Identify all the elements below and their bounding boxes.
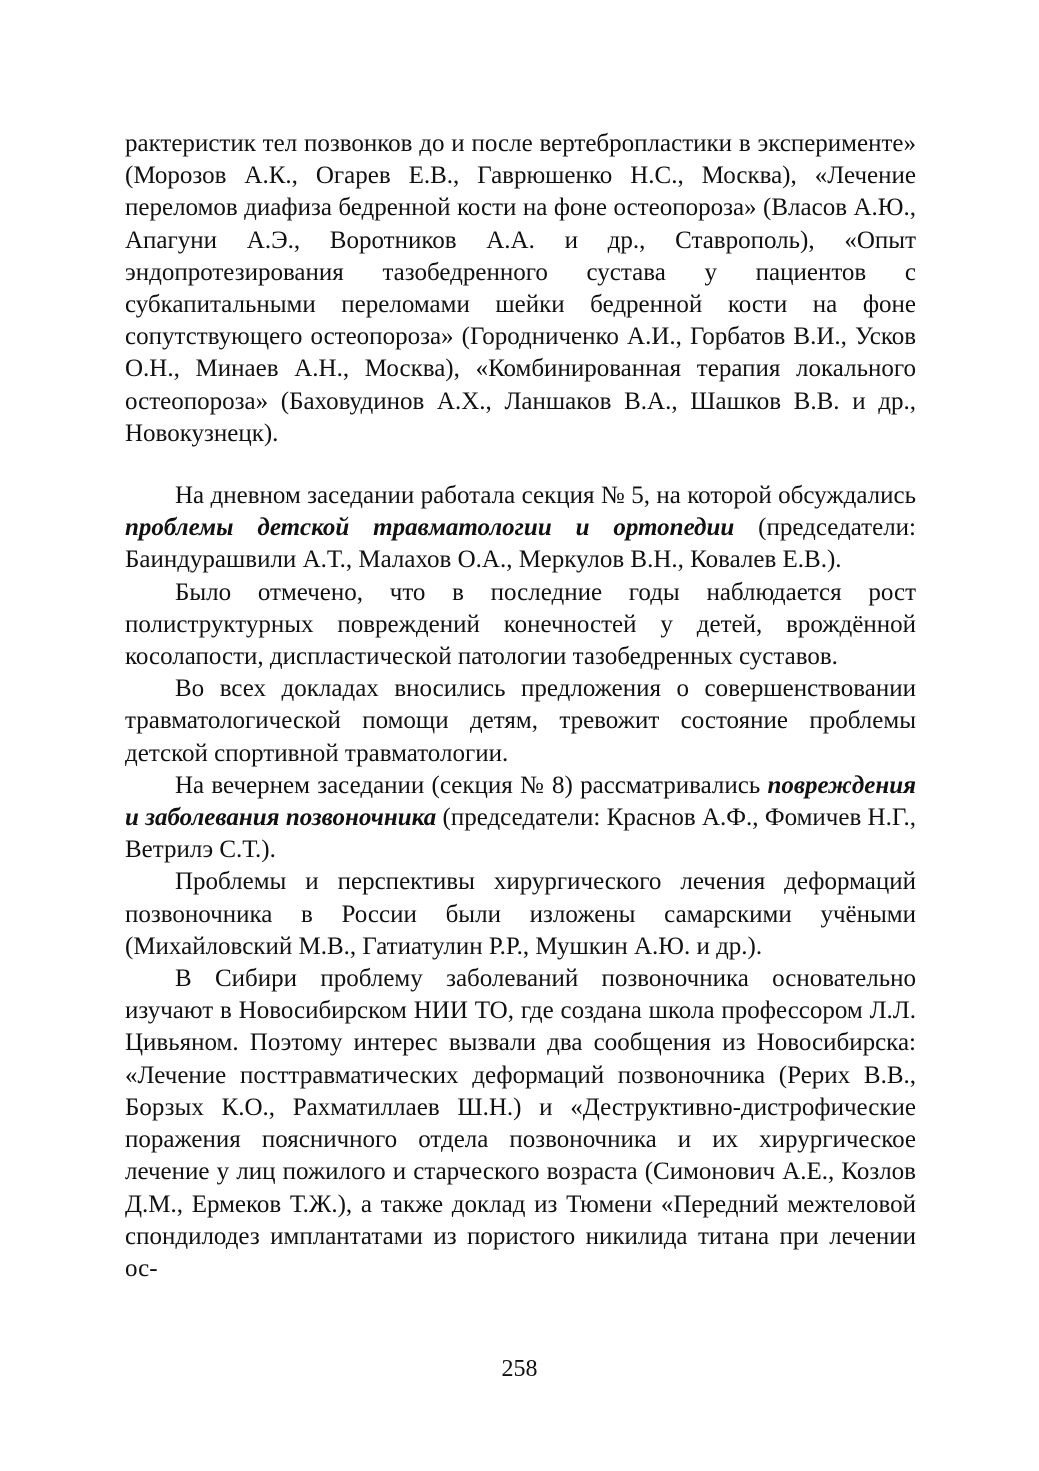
paragraph-section-8 (125, 770, 916, 867)
paragraph-section-5 (125, 480, 916, 577)
section-gap (125, 450, 916, 480)
paragraph-siberia: В Сибири проблему заболеваний позвоночника основательно изучают в Новосибирском НИИ ТО, где создана школа профессором Л.Л. Цивьяном. Поэтому интерес вызвали два сообщения из Новосибирска: «Лечение посттравматических деформаций позвоночника (Рерих В.В., Борзых К.О., Рахматиллаев Ш.Н.) и «Деструктивно-дистрофические поражения поясничного отдела позвоночника и их хирургическое лечение у лиц пожилого и старческого возраста (Симонович А.Е., Козлов Д.М., Ермеков Т.Ж.), а также доклад из Тюмени «Передний межтеловой спондилодез имплантатами из пористого никилида титана при лечении ос- (125, 965, 916, 1282)
page-number: 258 (501, 1356, 538, 1382)
paragraph-text: На дневном заседании работала секция № 5, на которой обсуждались (175, 482, 916, 510)
paragraph-text: На вечернем заседании (секция № 8) рассматривались (175, 771, 768, 799)
emphasis-text: проблемы детской травматологии и ортопедии (125, 514, 735, 542)
paragraph-growth-injuries: Было отмечено, что в последние годы наблюдается рост полиструктурных повреждений конечностей у детей, врождённой косолапости, диспластической патологии тазобедренных суставов. (125, 578, 916, 671)
paragraph-text: (председатели: Баиндурашвили А.Т., Малахов О.А., Меркулов В.Н., Ковалев Е.В.). (125, 514, 916, 574)
paragraph-proposals: Во всех докладах вносились предложения о совершенствовании травматологической помощи детям, тревожит состояние проблемы детской спортивной травматологии. (125, 675, 916, 767)
paragraph-text: (председатели: Краснов А.Ф., Фомичев Н.Г., Ветрилэ С.Т.). (125, 804, 916, 864)
document-page (125, 128, 916, 1285)
paragraph-samara: Проблемы и перспективы хирургического лечения деформаций позвоночника в России были изложены самарскими учёными (Михайловский М.В., Гатиатулин Р.Р., Мушкин А.Ю. и др.). (125, 868, 916, 960)
emphasis-text: повреждения и заболевания позвоночника (125, 771, 916, 832)
paragraph-continuation: рактеристик тел позвонков до и после вертебропластики в эксперименте» (Морозов А.К., Огарев Е.В., Гаврюшенко Н.С., Москва), «Лечение переломов диафиза бедренной кости на фоне остеопороза» (Власов А.Ю., Апагуни А.Э., Воротников А.А. и др., Ставрополь), «Опыт эндопротезирования тазобедренного сустава у пациентов с субкапитальными переломами шейки бедренной кости на фоне сопутствующего остеопороза» (Городниченко А.И., Горбатов В.И., Усков О.Н., Минаев А.Н., Москва), «Комбинированная терапия локального остеопороза» (Баховудинов А.Х., Ланшаков В.А., Шашков В.В. и др., Новокузнецк). (125, 130, 916, 447)
